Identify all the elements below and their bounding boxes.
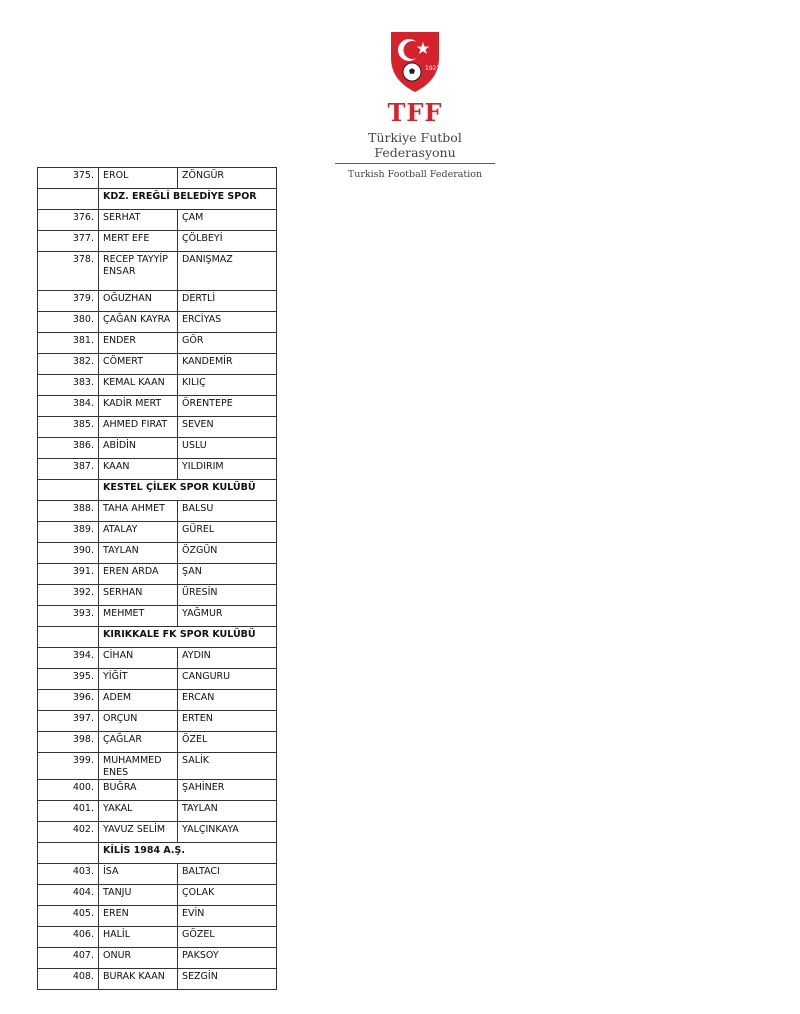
empty-cell (38, 189, 99, 210)
row-number: 389. (38, 522, 99, 543)
first-name: SERHAT (99, 210, 178, 231)
last-name: YAĞMUR (178, 606, 277, 627)
last-name: ÇÖLBEYİ (178, 231, 277, 252)
row-number: 386. (38, 438, 99, 459)
last-name: KILIÇ (178, 375, 277, 396)
row-number: 383. (38, 375, 99, 396)
row-number: 393. (38, 606, 99, 627)
club-name: KİLİS 1984 A.Ş. (99, 843, 277, 864)
player-row (38, 333, 277, 354)
federation-name-tr: Türkiye Futbol Federasyonu (368, 130, 462, 160)
player-row (38, 564, 277, 585)
last-name: SEZGİN (178, 969, 277, 990)
first-name: ENDER (99, 333, 178, 354)
player-row (38, 375, 277, 396)
player-row (38, 210, 277, 231)
last-name: KANDEMİR (178, 354, 277, 375)
first-name: RECEP TAYYİP ENSAR (99, 252, 178, 291)
first-name: YAVUZ SELİM (99, 822, 178, 843)
last-name: ERCAN (178, 690, 277, 711)
row-number: 402. (38, 822, 99, 843)
last-name: ERTEN (178, 711, 277, 732)
row-number: 390. (38, 543, 99, 564)
last-name: GÖR (178, 333, 277, 354)
last-name: ÇOLAK (178, 885, 277, 906)
row-number: 380. (38, 312, 99, 333)
club-name: KESTEL ÇİLEK SPOR KULÜBÜ (99, 480, 277, 501)
player-row (38, 522, 277, 543)
last-name: GÜREL (178, 522, 277, 543)
last-name: AYDIN (178, 648, 277, 669)
first-name: EREN (99, 906, 178, 927)
player-row (38, 885, 277, 906)
empty-cell (38, 627, 99, 648)
last-name: BALTACI (178, 864, 277, 885)
last-name: ÜRESİN (178, 585, 277, 606)
player-row (38, 606, 277, 627)
last-name: CANGURU (178, 669, 277, 690)
player-row (38, 822, 277, 843)
tff-abbr: TFF (387, 98, 443, 127)
row-number: 396. (38, 690, 99, 711)
row-number: 406. (38, 927, 99, 948)
player-row (38, 690, 277, 711)
last-name: GÖZEL (178, 927, 277, 948)
empty-cell (38, 480, 99, 501)
player-row (38, 312, 277, 333)
row-number: 377. (38, 231, 99, 252)
player-row (38, 801, 277, 822)
last-name: PAKSOY (178, 948, 277, 969)
player-row (38, 732, 277, 753)
row-number: 398. (38, 732, 99, 753)
last-name: ŞAHİNER (178, 780, 277, 801)
player-row (38, 864, 277, 885)
club-header-row (38, 627, 277, 648)
row-number: 397. (38, 711, 99, 732)
player-row (38, 669, 277, 690)
first-name: OĞUZHAN (99, 291, 178, 312)
last-name: USLU (178, 438, 277, 459)
player-roster-table (37, 167, 277, 990)
first-name: MUHAMMED ENES (99, 753, 178, 780)
first-name: ÇAĞLAR (99, 732, 178, 753)
first-name: TAYLAN (99, 543, 178, 564)
player-row (38, 711, 277, 732)
player-row (38, 459, 277, 480)
row-number: 388. (38, 501, 99, 522)
player-row (38, 231, 277, 252)
player-row (38, 753, 277, 780)
club-name: KDZ. EREĞLİ BELEDİYE SPOR (99, 189, 277, 210)
row-number: 404. (38, 885, 99, 906)
last-name: TAYLAN (178, 801, 277, 822)
row-number: 382. (38, 354, 99, 375)
player-row (38, 906, 277, 927)
row-number: 379. (38, 291, 99, 312)
row-number: 392. (38, 585, 99, 606)
row-number: 384. (38, 396, 99, 417)
club-header-row (38, 189, 277, 210)
last-name: SALİK (178, 753, 277, 780)
player-row (38, 252, 277, 291)
player-row (38, 417, 277, 438)
player-row (38, 648, 277, 669)
first-name: CİHAN (99, 648, 178, 669)
logo-year: 1923 (425, 65, 441, 72)
player-row (38, 291, 277, 312)
club-name: KIRIKKALE FK SPOR KULÜBÜ (99, 627, 277, 648)
row-number: 400. (38, 780, 99, 801)
row-number: 395. (38, 669, 99, 690)
first-name: KEMAL KAAN (99, 375, 178, 396)
first-name: EREN ARDA (99, 564, 178, 585)
first-name: ATALAY (99, 522, 178, 543)
last-name: ÖZEL (178, 732, 277, 753)
player-row (38, 543, 277, 564)
row-number: 387. (38, 459, 99, 480)
first-name: ONUR (99, 948, 178, 969)
first-name: SERHAN (99, 585, 178, 606)
first-name: ABİDİN (99, 438, 178, 459)
first-name: AHMED FIRAT (99, 417, 178, 438)
club-header-row (38, 480, 277, 501)
last-name: YALÇINKAYA (178, 822, 277, 843)
first-name: İSA (99, 864, 178, 885)
last-name: ŞAN (178, 564, 277, 585)
first-name: ÇAĞAN KAYRA (99, 312, 178, 333)
first-name: BURAK KAAN (99, 969, 178, 990)
row-number: 376. (38, 210, 99, 231)
first-name: ADEM (99, 690, 178, 711)
player-row (38, 501, 277, 522)
last-name: BALSU (178, 501, 277, 522)
first-name: YİĞİT (99, 669, 178, 690)
first-name: EROL (99, 168, 178, 189)
last-name: SEVEN (178, 417, 277, 438)
first-name: ORÇUN (99, 711, 178, 732)
player-row (38, 396, 277, 417)
last-name: ÖRENTEPE (178, 396, 277, 417)
first-name: BUĞRA (99, 780, 178, 801)
player-row (38, 969, 277, 990)
federation-name-en: Turkish Football Federation (347, 169, 483, 180)
row-number: 403. (38, 864, 99, 885)
tff-logo-icon (387, 28, 443, 94)
row-number: 399. (38, 753, 99, 780)
first-name: HALİL (99, 927, 178, 948)
row-number: 378. (38, 252, 99, 291)
header-divider (335, 163, 495, 164)
last-name: EVİN (178, 906, 277, 927)
player-row (38, 927, 277, 948)
row-number: 391. (38, 564, 99, 585)
row-number: 401. (38, 801, 99, 822)
row-number: 408. (38, 969, 99, 990)
row-number: 381. (38, 333, 99, 354)
player-row (38, 354, 277, 375)
first-name: MEHMET (99, 606, 178, 627)
row-number: 405. (38, 906, 99, 927)
last-name: ÇAM (178, 210, 277, 231)
first-name: KADİR MERT (99, 396, 178, 417)
row-number: 394. (38, 648, 99, 669)
club-header-row (38, 843, 277, 864)
last-name: DANIŞMAZ (178, 252, 277, 291)
player-row (38, 585, 277, 606)
first-name: YAKAL (99, 801, 178, 822)
tff-header (330, 28, 500, 180)
empty-cell (38, 843, 99, 864)
first-name: KAAN (99, 459, 178, 480)
first-name: CÖMERT (99, 354, 178, 375)
first-name: MERT EFE (99, 231, 178, 252)
last-name: ZÖNGÜR (178, 168, 277, 189)
first-name: TAHA AHMET (99, 501, 178, 522)
player-row (38, 780, 277, 801)
player-row (38, 168, 277, 189)
player-row (38, 438, 277, 459)
row-number: 407. (38, 948, 99, 969)
last-name: ERCİYAS (178, 312, 277, 333)
last-name: YILDIRIM (178, 459, 277, 480)
last-name: DERTLİ (178, 291, 277, 312)
first-name: TANJU (99, 885, 178, 906)
row-number: 375. (38, 168, 99, 189)
player-row (38, 948, 277, 969)
row-number: 385. (38, 417, 99, 438)
last-name: ÖZGÜN (178, 543, 277, 564)
